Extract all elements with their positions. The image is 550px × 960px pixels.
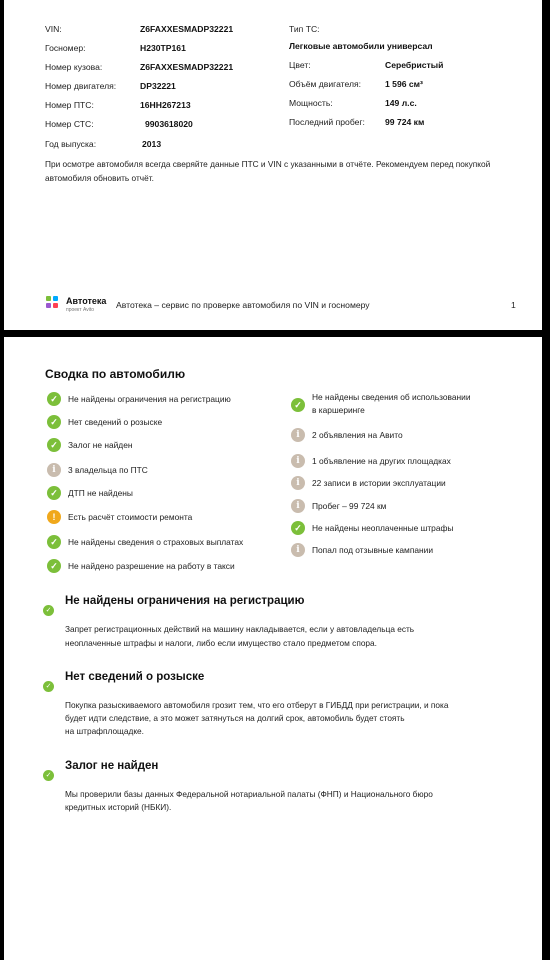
warning-icon: ! — [47, 510, 61, 524]
year-label: Год выпуска: — [45, 139, 97, 149]
autoteka-logo-icon — [46, 296, 64, 314]
section-text: будет идти следствие, а это может затянуться на долгий срок, автомобиль будет стоять — [65, 713, 405, 723]
summary-item-text: 22 записи в истории эксплуатации — [312, 478, 446, 488]
mileage-value: 99 724 км — [385, 117, 425, 127]
summary-item — [47, 438, 287, 456]
summary-item-text: Не найдены сведения об использовании — [312, 392, 471, 402]
summary-item — [291, 499, 511, 517]
check-icon: ✓ — [47, 535, 61, 549]
check-icon: ✓ — [47, 559, 61, 573]
engine-number-label: Номер двигателя: — [45, 81, 117, 91]
check-icon: ✓ — [291, 398, 305, 412]
summary-item — [47, 510, 287, 528]
info-icon: i — [47, 463, 61, 477]
summary-item-text: ДТП не найдены — [68, 488, 133, 498]
check-icon: ✓ — [43, 770, 54, 781]
color-label: Цвет: — [289, 60, 311, 70]
check-icon: ✓ — [47, 438, 61, 452]
summary-item-text: Попал под отзывные кампании — [312, 545, 433, 555]
sts-value: 9903618020 — [145, 119, 193, 129]
section-text: на штрафплощадке. — [65, 726, 144, 736]
summary-item — [291, 428, 511, 446]
section-text: Покупка разыскиваемого автомобиля грозит тем, что его отберут в ГИБДД при регистрации, и пока — [65, 700, 449, 710]
summary-item — [47, 392, 287, 410]
summary-item-text: Не найдены сведения о страховых выплатах — [68, 537, 244, 547]
engine-volume-label: Объём двигателя: — [289, 79, 362, 89]
section-text: Мы проверили базы данных Федеральной нотариальной палаты (ФНП) и Национального бюро — [65, 789, 433, 799]
body-number-value: Z6FAXXESMADP32221 — [140, 62, 234, 72]
vehicle-type-value: Легковые автомобили универсал — [289, 41, 433, 51]
color-value: Серебристый — [385, 60, 444, 70]
info-icon: i — [291, 454, 305, 468]
engine-volume-value: 1 596 см³ — [385, 79, 423, 89]
summary-item-text: в каршеринге — [312, 405, 365, 415]
pts-value: 16HH267213 — [140, 100, 191, 110]
summary-item — [47, 535, 287, 553]
summary-item-text: 1 объявление на других площадках — [312, 456, 451, 466]
info-icon: i — [291, 543, 305, 557]
summary-item-text: Залог не найден — [68, 440, 133, 450]
info-icon: i — [291, 428, 305, 442]
report-page-2 — [4, 337, 542, 960]
vehicle-type-label: Тип ТС: — [289, 24, 320, 34]
summary-item — [291, 454, 511, 472]
page-number: 1 — [511, 300, 516, 310]
summary-item — [291, 392, 511, 420]
power-value: 149 л.с. — [385, 98, 417, 108]
section-title: Не найдены ограничения на регистрацию — [65, 595, 305, 607]
brand-name: Автотека — [66, 296, 107, 306]
summary-item — [291, 521, 511, 539]
summary-item — [47, 463, 287, 481]
info-icon: i — [291, 499, 305, 513]
summary-item-text: Есть расчёт стоимости ремонта — [68, 512, 193, 522]
summary-item-text: Пробег – 99 724 км — [312, 501, 387, 511]
summary-item-text: Нет сведений о розыске — [68, 417, 163, 427]
summary-item — [47, 486, 287, 504]
check-icon: ✓ — [43, 605, 54, 616]
brand-subtitle: проект Avito — [66, 307, 94, 313]
plate-value: H230TP161 — [140, 43, 186, 53]
report-notice: При осмотре автомобиля всегда сверяйте данные ПТС и VIN с указанными в отчёте. Рекомендуем перед покупкой автомобиля обновить отчёт. — [45, 159, 491, 183]
summary-item-text: 2 объявления на Авито — [312, 430, 403, 440]
summary-item — [291, 543, 511, 561]
check-icon: ✓ — [47, 486, 61, 500]
check-icon: ✓ — [47, 392, 61, 406]
section-text: неоплаченные штрафы и налоги, либо если имущество стало предметом спора. — [65, 638, 377, 648]
year-value: 2013 — [142, 139, 162, 149]
summary-item-text: Не найдены ограничения на регистрацию — [68, 394, 231, 404]
pts-label: Номер ПТС: — [45, 100, 94, 110]
summary-item-text: Не найдено разрешение на работу в такси — [68, 561, 235, 571]
summary-item — [291, 476, 511, 494]
check-icon: ✓ — [291, 521, 305, 535]
section-text: Запрет регистрационных действий на машину накладывается, если у автовладельца есть — [65, 624, 415, 634]
mileage-label: Последний пробег: — [289, 117, 365, 127]
plate-label: Госномер: — [45, 43, 86, 53]
report-page-1 — [4, 0, 542, 330]
check-icon: ✓ — [43, 681, 54, 692]
sts-label: Номер СТС: — [45, 119, 94, 129]
section-text: кредитных историй (НБКИ). — [65, 802, 172, 812]
section-title: Залог не найден — [65, 760, 159, 772]
summary-item-text: Не найдены неоплаченные штрафы — [312, 523, 454, 533]
vin-value: Z6FAXXESMADP32221 — [140, 24, 234, 34]
info-icon: i — [291, 476, 305, 490]
watermark-text: Avito — [483, 920, 538, 945]
body-number-label: Номер кузова: — [45, 62, 103, 72]
summary-item — [47, 559, 287, 577]
vin-label: VIN: — [45, 24, 62, 34]
summary-title: Сводка по автомобилю — [45, 367, 186, 381]
summary-item-text: 3 владельца по ПТС — [68, 465, 148, 475]
avito-logo-icon: ●● — [461, 926, 479, 943]
engine-number-value: DP32221 — [140, 81, 176, 91]
power-label: Мощность: — [289, 98, 333, 108]
footer-text: Автотека – сервис по проверке автомобиля по VIN и госномеру — [116, 300, 370, 310]
section-title: Нет сведений о розыске — [65, 671, 205, 683]
check-icon: ✓ — [47, 415, 61, 429]
summary-item — [47, 415, 287, 433]
avito-watermark — [462, 920, 538, 946]
